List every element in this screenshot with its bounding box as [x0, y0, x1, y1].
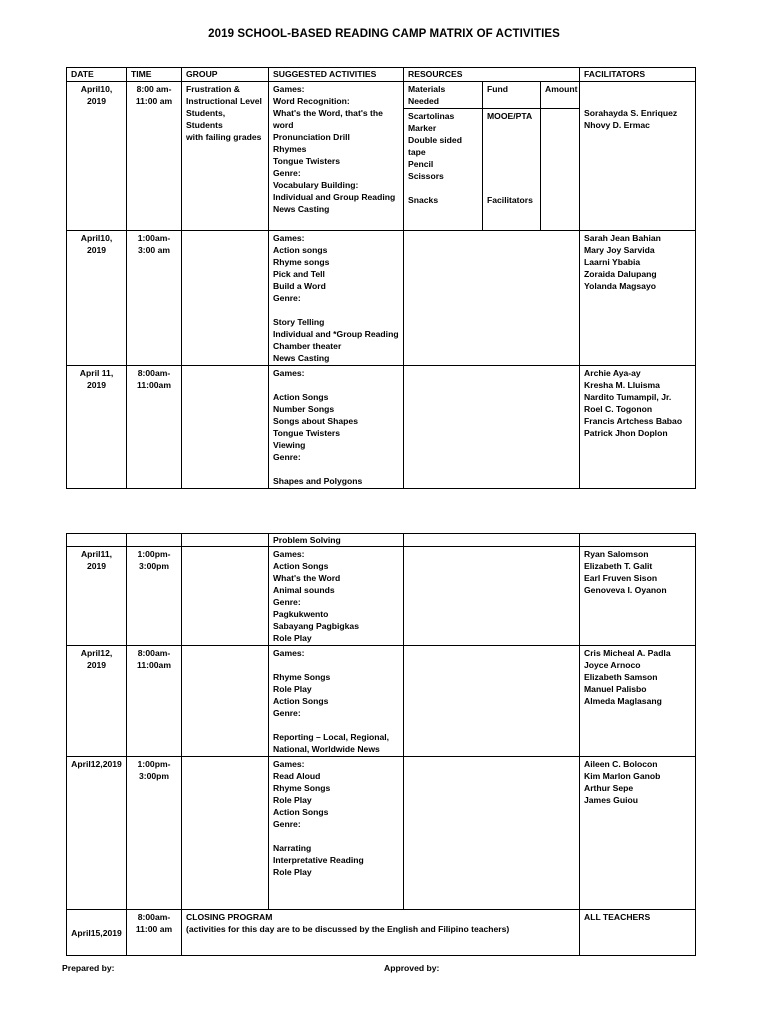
time-cell: 8:00am- 11:00 am [127, 910, 182, 956]
table-row [67, 534, 696, 547]
resources-cell [404, 757, 580, 910]
table-row [67, 547, 696, 646]
closing-date: April15,2019 [71, 927, 122, 938]
activities-cell: Games: Word Recognition: What's the Word, that's the word Pronunciation Drill Rhymes Tongue Twisters Genre: Vocabulary Building: Individual and Group Reading News Casting [269, 82, 404, 231]
resources-cell [404, 534, 580, 547]
table-row-closing [67, 910, 696, 956]
activities-cell: Games: Action songs Rhyme songs Pick and Tell Build a Word Genre: Story Telling Individual and *Group Reading Chamber theater News Casting [269, 231, 404, 366]
activities-cell: Problem Solving [269, 534, 404, 547]
date-cell [67, 910, 127, 956]
header-date: DATE [67, 68, 127, 82]
time-cell: 1:00pm- 3:00pm [127, 757, 182, 910]
time-cell: 8:00 am- 11:00 am [127, 82, 182, 231]
time-cell: 1:00am- 3:00 am [127, 231, 182, 366]
time-cell: 8:00am- 11:00am [127, 646, 182, 757]
header-facilitators: FACILITATORS [580, 68, 696, 82]
facilitators-cell [580, 82, 696, 231]
table-row [67, 646, 696, 757]
facilitators-cell: Sarah Jean Bahian Mary Joy Sarvida Laarni Ybabia Zoraida Dalupang Yolanda Magsayo [580, 231, 696, 366]
date-cell: April12,2019 [67, 757, 127, 910]
time-cell [127, 534, 182, 547]
resources-cell [404, 231, 580, 366]
header-resources: RESOURCES [404, 68, 580, 82]
header-activities: SUGGESTED ACTIVITIES [269, 68, 404, 82]
fund-header: Fund [483, 82, 541, 109]
header-group: GROUP [182, 68, 269, 82]
facilitators-cell [580, 534, 696, 547]
closing-program-cell: CLOSING PROGRAM (activities for this day are to be discussed by the English and Filipino teachers) [182, 910, 580, 956]
facilitators-cell: Ryan Salomson Elizabeth T. Galit Earl Fruven Sison Genoveva I. Oyanon [580, 547, 696, 646]
facilitators-list: Sorahayda S. Enriquez Nhovy D. Ermac [584, 108, 678, 130]
document-title: 2019 SCHOOL-BASED READING CAMP MATRIX OF ACTIVITIES [208, 28, 560, 40]
header-time: TIME [127, 68, 182, 82]
group-cell [182, 534, 269, 547]
group-cell [182, 231, 269, 366]
time-cell: 8:00am- 11:00am [127, 366, 182, 489]
activities-table-page-2 [66, 533, 696, 956]
group-cell [182, 757, 269, 910]
materials-cell: Scartolinas Marker Double sided tape Pencil Scissors Snacks [404, 109, 483, 231]
facilitators-cell: Cris Micheal A. Padla Joyce Arnoco Elizabeth Samson Manuel Palisbo Almeda Maglasang [580, 646, 696, 757]
table-row [67, 231, 696, 366]
amount-cell [541, 109, 580, 231]
table-row [67, 366, 696, 489]
date-cell: April11, 2019 [67, 547, 127, 646]
approved-by-label: Approved by: [384, 963, 440, 973]
resources-cell [404, 646, 580, 757]
date-cell: April10, 2019 [67, 231, 127, 366]
activities-cell: Games: Rhyme Songs Role Play Action Songs Genre: Reporting – Local, Regional, National, Worldwide News [269, 646, 404, 757]
activities-table-page-1 [66, 67, 696, 489]
fund-cell: MOOE/PTA Facilitators [483, 109, 541, 231]
facilitators-cell: Archie Aya-ay Kresha M. Lluisma Nardito Tumampil, Jr. Roel C. Togonon Francis Artchess Babao Patrick Jhon Doplon [580, 366, 696, 489]
group-cell [182, 366, 269, 489]
table-row [67, 82, 696, 109]
resources-cell [404, 366, 580, 489]
date-cell: April 11, 2019 [67, 366, 127, 489]
group-cell: Frustration & Instructional Level Students, Students with failing grades [182, 82, 269, 231]
date-cell [67, 534, 127, 547]
resources-cell [404, 547, 580, 646]
table-row [67, 757, 696, 910]
facilitators-cell: Aileen C. Bolocon Kim Marlon Ganob Arthur Sepe James Guiou [580, 757, 696, 910]
facilitators-cell: ALL TEACHERS [580, 910, 696, 956]
activities-cell: Games: Action Songs Number Songs Songs about Shapes Tongue Twisters Viewing Genre: Shapes and Polygons [269, 366, 404, 489]
activities-cell: Games: Read Aloud Rhyme Songs Role Play Action Songs Genre: Narrating Interpretative Reading Role Play [269, 757, 404, 910]
time-cell: 1:00pm- 3:00pm [127, 547, 182, 646]
group-cell [182, 547, 269, 646]
amount-header: Amount [541, 82, 580, 109]
date-cell: April12, 2019 [67, 646, 127, 757]
date-cell: April10, 2019 [67, 82, 127, 231]
group-cell [182, 646, 269, 757]
activities-cell: Games: Action Songs What's the Word Animal sounds Genre: Pagkukwento Sabayang Pagbigkas Role Play [269, 547, 404, 646]
prepared-by-label: Prepared by: [62, 963, 115, 973]
materials-header: Materials Needed [404, 82, 483, 109]
header-row [67, 68, 696, 82]
